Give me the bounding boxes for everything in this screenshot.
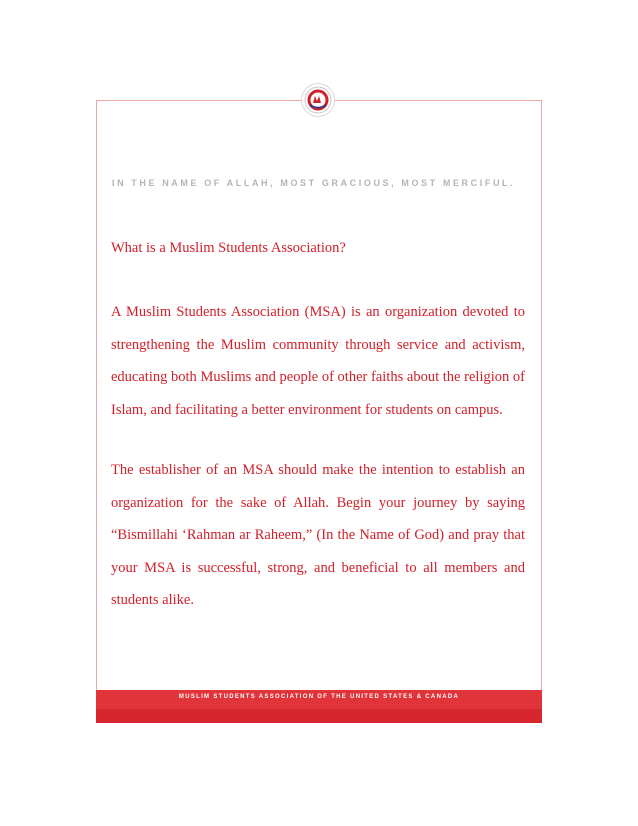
tagline: IN THE NAME OF ALLAH, MOST GRACIOUS, MOST MERCIFUL.	[112, 178, 516, 188]
paragraph-intention: The establisher of an MSA should make the intention to establish an organization for the sake of Allah. Begin your journey by saying “Bismillahi ‘Rahman ar Raheem,” (In the Name of God) and pray that your MSA is successful, strong, and beneficial to all members and students alike.	[111, 462, 525, 608]
msa-logo	[302, 84, 334, 116]
msa-emblem-icon	[304, 86, 332, 114]
page-heading: What is a Muslim Students Association?	[111, 240, 346, 256]
footer-bar	[96, 690, 542, 723]
paragraph-msa-definition: A Muslim Students Association (MSA) is an organization devoted to strengthening the Muslim community through service and activism, educating both Muslims and people of other faiths about the religion of Islam, and facilitating a better environment for students on campus.	[111, 304, 525, 418]
footer-text: MUSLIM STUDENTS ASSOCIATION OF THE UNITED STATES & CANADA	[178, 694, 460, 700]
